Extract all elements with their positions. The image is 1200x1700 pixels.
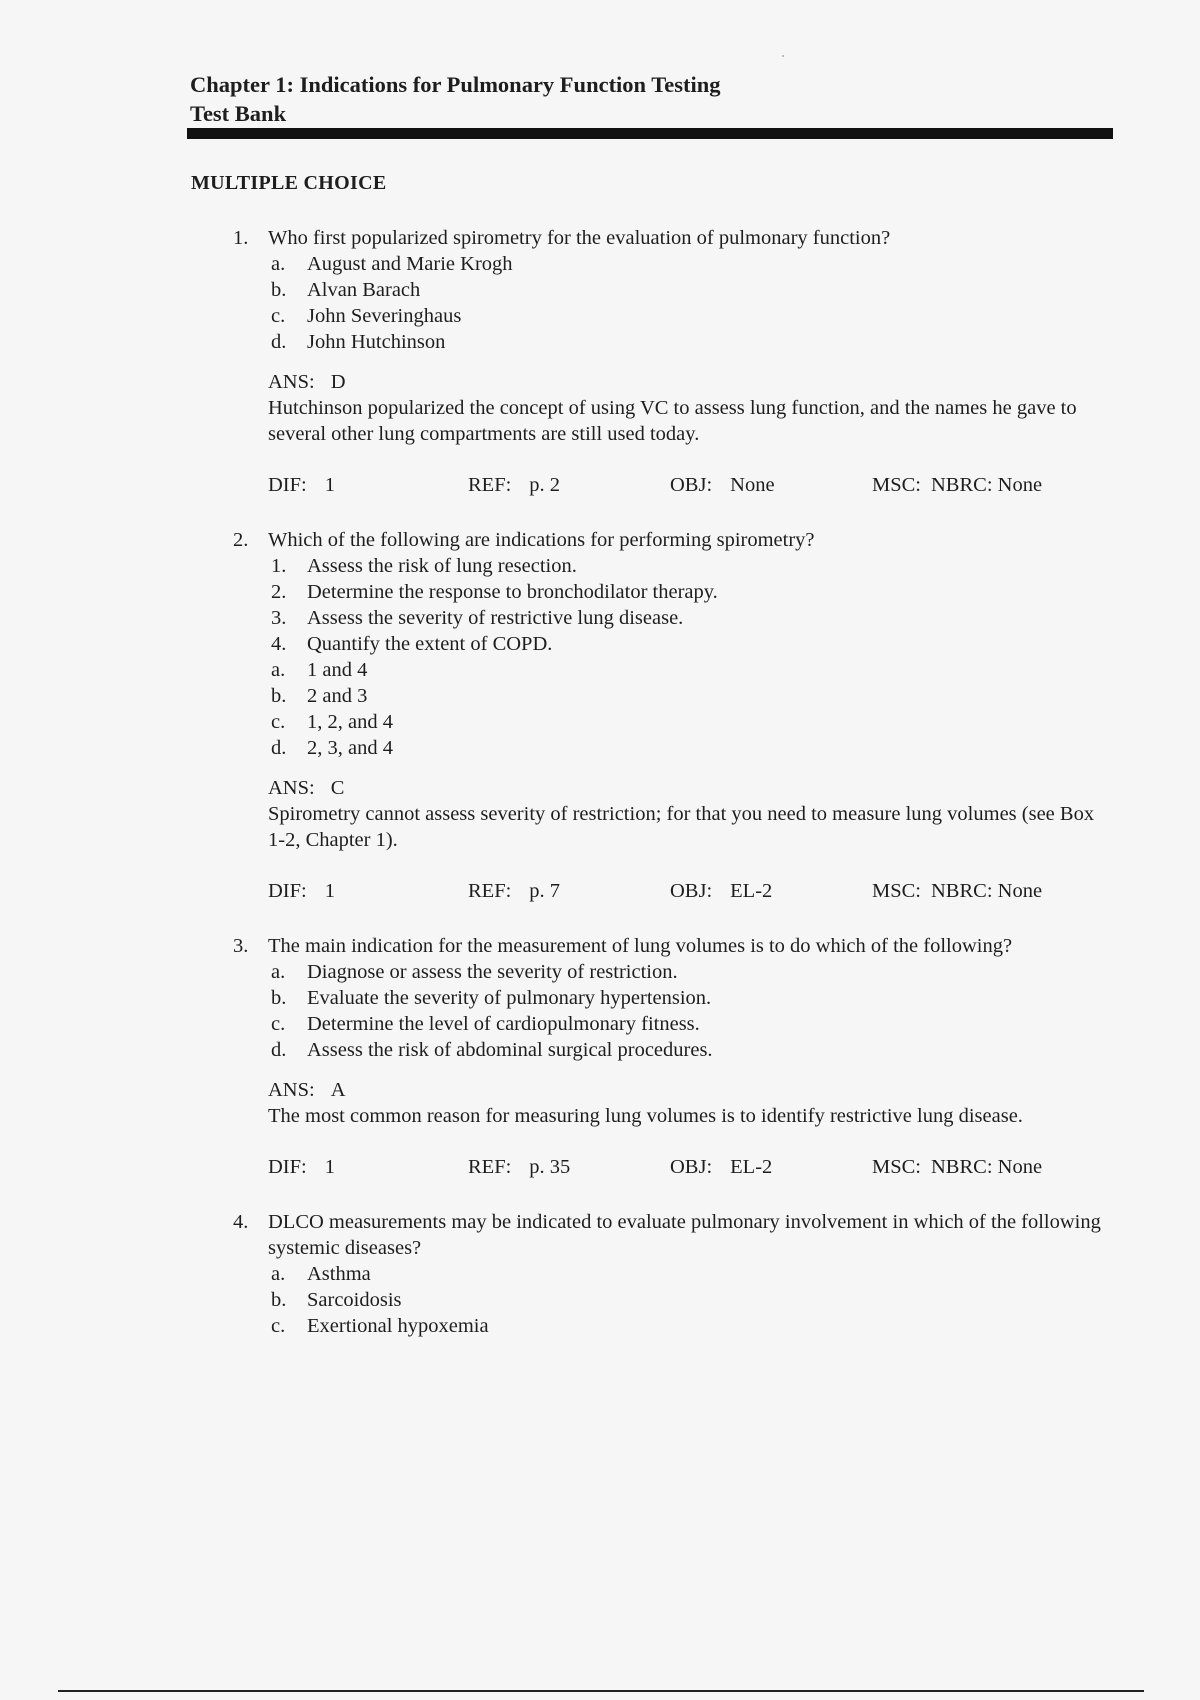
objective-value: EL-2 bbox=[730, 880, 773, 902]
chapter-header bbox=[190, 70, 1115, 128]
option-c: c. John Severinghaus bbox=[271, 305, 462, 327]
option-b: b. Alvan Barach bbox=[271, 279, 421, 301]
option-c: c. Exertional hypoxemia bbox=[271, 1315, 489, 1337]
question-number: 3. bbox=[233, 935, 249, 957]
option-b: b. Evaluate the severity of pulmonary hypertension. bbox=[271, 987, 712, 1009]
answer: ANS: C bbox=[268, 777, 345, 799]
statement-3: 3. Assess the severity of restrictive lung disease. bbox=[271, 607, 684, 629]
option-d: d. John Hutchinson bbox=[271, 331, 446, 353]
scan-speck bbox=[782, 55, 784, 57]
option-a: a. Diagnose or assess the severity of restriction. bbox=[271, 961, 678, 983]
option-c: c. Determine the level of cardiopulmonary fitness. bbox=[271, 1013, 700, 1035]
footer-divider bbox=[58, 1690, 1144, 1692]
option-b: b. Sarcoidosis bbox=[271, 1289, 402, 1311]
answer-explanation: Spirometry cannot assess severity of restriction; for that you need to measure lung volumes (see Box 1-2, Chapter 1). bbox=[268, 803, 1095, 851]
option-a: a. August and Marie Krogh bbox=[271, 253, 513, 275]
msc-value: NBRC: None bbox=[931, 1156, 1043, 1178]
statement-2: 2. Determine the response to bronchodilator therapy. bbox=[271, 581, 718, 603]
question-4 bbox=[233, 1209, 1113, 1339]
msc-value: NBRC: None bbox=[931, 474, 1043, 496]
answer-value: A bbox=[330, 1079, 346, 1101]
statement-1: 1. Assess the risk of lung resection. bbox=[271, 555, 577, 577]
answer-value: C bbox=[330, 777, 345, 799]
answer: ANS: D bbox=[268, 371, 346, 393]
question-text: The main indication for the measurement of lung volumes is to do which of the following? bbox=[268, 935, 1013, 957]
option-a: a. Asthma bbox=[271, 1263, 371, 1285]
objective-value: None bbox=[730, 474, 775, 496]
header-divider bbox=[187, 128, 1113, 139]
answer-value: D bbox=[330, 371, 346, 393]
statement-4: 4. Quantify the extent of COPD. bbox=[271, 633, 553, 655]
difficulty-value: 1 bbox=[324, 1156, 335, 1178]
question-stem bbox=[233, 1209, 1113, 1261]
option-c: c. 1, 2, and 4 bbox=[271, 711, 393, 733]
question-stem bbox=[233, 527, 1113, 553]
test-bank-subtitle: Test Bank bbox=[190, 101, 287, 126]
question-stem bbox=[233, 225, 1113, 251]
question-2 bbox=[233, 527, 1113, 904]
question-number: 2. bbox=[233, 529, 249, 551]
reference-value: p. 7 bbox=[529, 880, 561, 902]
option-d: d. Assess the risk of abdominal surgical procedures. bbox=[271, 1039, 713, 1061]
msc-value: NBRC: None bbox=[931, 880, 1043, 902]
option-a: a. 1 and 4 bbox=[271, 659, 368, 681]
question-stem bbox=[233, 933, 1113, 959]
question-number: 1. bbox=[233, 227, 249, 249]
section-title: MULTIPLE CHOICE bbox=[191, 172, 387, 194]
question-text: DLCO measurements may be indicated to evaluate pulmonary involvement in which of the following systemic diseases? bbox=[268, 1211, 1101, 1259]
difficulty-value: 1 bbox=[324, 880, 335, 902]
question-3 bbox=[233, 933, 1113, 1180]
question-text: Who first popularized spirometry for the evaluation of pulmonary function? bbox=[268, 227, 891, 249]
question-metadata: DIF: 1 REF: p. 2 OBJ: None MSC: NBRC: None bbox=[268, 474, 1043, 496]
answer-explanation: The most common reason for measuring lung volumes is to identify restrictive lung disease. bbox=[268, 1105, 1023, 1127]
option-d: d. 2, 3, and 4 bbox=[271, 737, 393, 759]
question-1 bbox=[233, 225, 1113, 498]
option-b: b. 2 and 3 bbox=[271, 685, 368, 707]
question-number: 4. bbox=[233, 1211, 249, 1233]
reference-value: p. 35 bbox=[529, 1156, 571, 1178]
answer: ANS: A bbox=[268, 1079, 346, 1101]
reference-value: p. 2 bbox=[529, 474, 561, 496]
objective-value: EL-2 bbox=[730, 1156, 773, 1178]
answer-explanation: Hutchinson popularized the concept of using VC to assess lung function, and the names he gave to several other lung compartments are still used today. bbox=[268, 397, 1077, 445]
question-metadata: DIF: 1 REF: p. 35 OBJ: EL-2 MSC: NBRC: None bbox=[268, 1156, 1043, 1178]
question-text: Which of the following are indications for performing spirometry? bbox=[268, 529, 815, 551]
chapter-title: Chapter 1: Indications for Pulmonary Function Testing bbox=[190, 72, 721, 97]
difficulty-value: 1 bbox=[324, 474, 335, 496]
question-metadata: DIF: 1 REF: p. 7 OBJ: EL-2 MSC: NBRC: None bbox=[268, 880, 1043, 902]
